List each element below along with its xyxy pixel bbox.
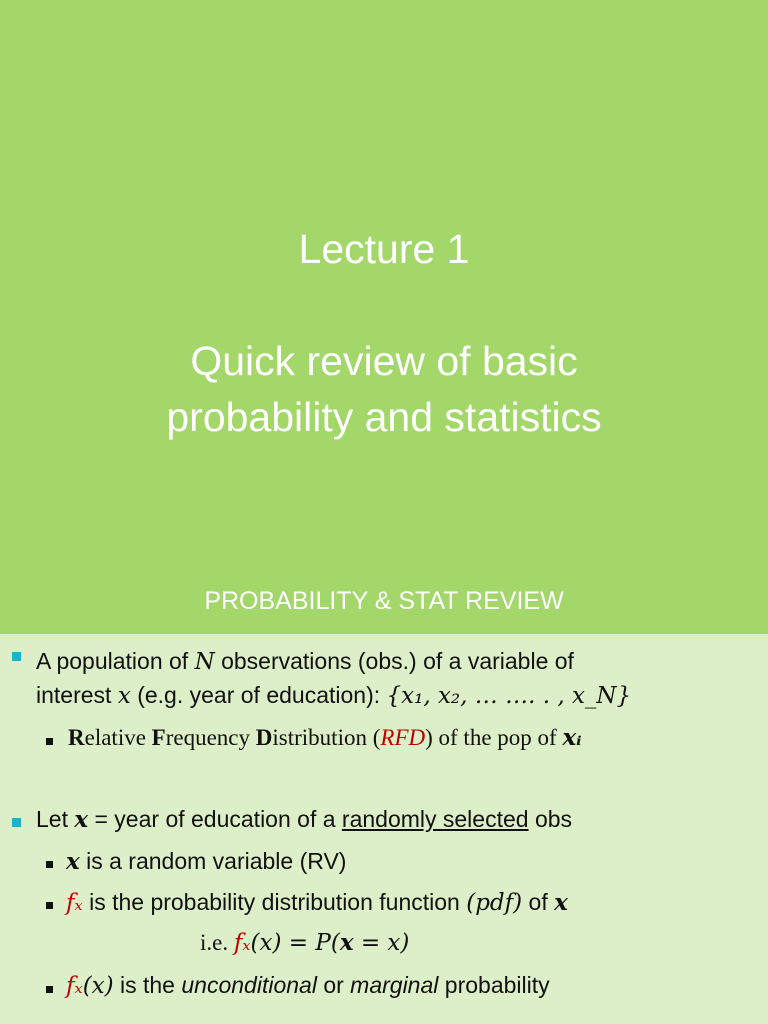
text: of	[522, 889, 555, 915]
text: R	[68, 725, 85, 750]
math-text: (x) =	[250, 930, 316, 956]
bullet-marker	[46, 986, 53, 993]
let-x-line	[36, 804, 572, 835]
bullet-marker	[12, 652, 21, 661]
section-heading: PROBABILITY & STAT REVIEW	[204, 587, 564, 615]
rfd-abbr: RFD	[380, 725, 426, 750]
math-text: P(	[315, 930, 340, 956]
math-x: x	[74, 806, 89, 833]
math-x: x	[339, 929, 354, 956]
text: D	[255, 725, 273, 750]
text: Let	[36, 806, 75, 832]
math-fx: fₓ	[233, 930, 251, 956]
text: F	[151, 725, 166, 750]
math-pdf: (pdf)	[466, 890, 523, 916]
bullet-marker	[46, 902, 53, 909]
bullet-marker	[12, 818, 21, 827]
math-text: (x)	[82, 973, 114, 999]
math-fx: fₓ	[66, 890, 83, 916]
text: probability	[438, 972, 550, 998]
rfd-line	[68, 723, 582, 753]
text: is the probability distribution function	[82, 889, 467, 915]
italic-text: marginal	[350, 972, 439, 998]
lecture-title: Lecture 1	[298, 226, 470, 272]
random-variable-line	[66, 846, 346, 877]
text: ) of the pop of	[425, 725, 563, 750]
text: or	[316, 972, 351, 998]
text: requency	[165, 725, 256, 750]
text: istribution (	[272, 725, 381, 750]
math-x: x	[117, 683, 131, 709]
text: = year of education of a	[88, 806, 342, 832]
math-fx: fₓ	[66, 973, 83, 999]
text: i.e.	[200, 930, 234, 955]
interest-line	[36, 680, 631, 711]
math-text: = x)	[353, 930, 410, 956]
math-N: N	[194, 649, 215, 675]
math-set: {x₁, x₂, … …. . , x_N}	[386, 683, 632, 709]
text: is the	[113, 972, 182, 998]
italic-text: unconditional	[181, 972, 317, 998]
bullet-marker	[46, 861, 53, 868]
text: (e.g. year of education):	[130, 682, 387, 708]
bullet-marker	[46, 738, 53, 745]
text: A population of	[36, 648, 195, 674]
marginal-line	[66, 970, 550, 1001]
text: elative	[84, 725, 152, 750]
math-x: x	[554, 889, 568, 916]
content-slide	[0, 634, 768, 1024]
pdf-line	[66, 887, 568, 918]
text: is a random variable (RV)	[79, 848, 347, 874]
subtitle-line-1: Quick review of basic	[190, 338, 578, 384]
text: obs	[528, 806, 573, 832]
ie-equation	[200, 928, 409, 958]
subtitle-line-2: probability and statistics	[166, 394, 602, 440]
population-line	[36, 646, 574, 677]
underlined-text: randomly selected	[341, 806, 529, 832]
text: interest	[36, 682, 118, 708]
math-x: x	[66, 848, 80, 875]
text: observations (obs.) of a variable of	[214, 648, 574, 674]
math-xi: xᵢ	[562, 724, 582, 751]
